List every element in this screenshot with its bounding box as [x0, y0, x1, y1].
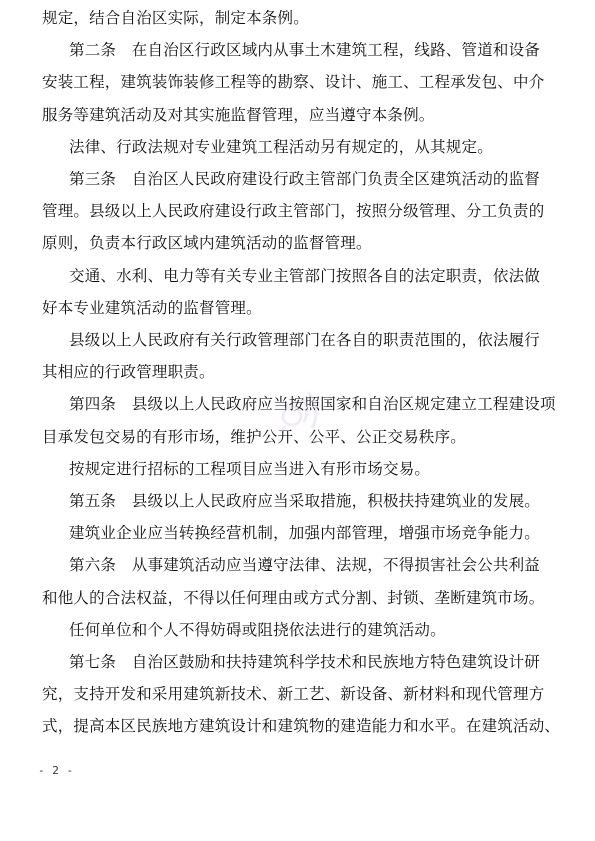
text-line: 服务等建筑活动及对其实施监督管理，应当遵守本条例。	[42, 105, 435, 124]
text-line: 任何单位和个人不得妨碍或阻挠依法进行的建筑活动。	[69, 620, 446, 639]
text-line: 第七条 自治区鼓励和扶持建筑科学技术和民族地方特色建筑设计研	[69, 653, 541, 671]
text-line: 第五条 县级以上人民政府应当采取措施，积极扶持建筑业的发展。	[69, 492, 541, 510]
text-line: 按规定进行招标的工程项目应当进入有形市场交易。	[69, 459, 431, 478]
text-line: 第四条 县级以上人民政府应当按照国家和自治区规定建立工程建设项	[69, 395, 556, 414]
text-line: 原则，负责本行政区域内建筑活动的监督管理。	[42, 234, 372, 253]
text-line: 第六条 从事建筑活动应当遵守法律、法规，不得损害社会公共利益	[69, 556, 541, 575]
text-line: 第三条 自治区人民政府建设行政主管部门负责全区建筑活动的监督	[69, 170, 541, 188]
text-line: 第二条 在自治区行政区域内从事土木建筑工程，线路、管道和设备	[69, 41, 541, 60]
text-line: 管理。县级以上人民政府建设行政主管部门，按照分级管理、分工负责的	[42, 202, 545, 221]
page-number: - 2 -	[38, 764, 74, 777]
text-line: 县级以上人民政府有关行政管理部门在各自的职责范围的，依法履行	[69, 331, 541, 349]
text-line: 法律、行政法规对专业建筑工程活动另有规定的，从其规定。	[69, 137, 493, 156]
text-line: 安装工程，建筑装饰装修工程等的勘察、设计、施工、工程承发包、中介	[42, 73, 545, 92]
text-line: 和他人的合法权益，不得以任何理由或方式分割、封锁、垄断建筑市场。	[42, 588, 545, 607]
text-line: 式，提高本区民族地方建筑设计和建筑物的建造能力和水平。在建筑活动、	[42, 717, 561, 736]
text-line: 其相应的行政管理职责。	[42, 363, 215, 382]
text-line: 究，支持开发和采用建筑新技术、新工艺、新设备、新材料和现代管理方	[42, 685, 545, 704]
text-line: 规定，结合自治区实际，制定本条例。	[42, 9, 309, 27]
text-line: 目承发包交易的有形市场，维护公开、公平、公正交易秩序。	[42, 427, 466, 446]
text-line: 交通、水利、电力等有关专业主管部门按照各自的法定职责，依法做	[69, 266, 541, 285]
text-line: 好本专业建筑活动的监督管理。	[42, 298, 262, 317]
text-line: 建筑业企业应当转换经营机制，加强内部管理，增强市场竞争能力。	[69, 524, 541, 543]
